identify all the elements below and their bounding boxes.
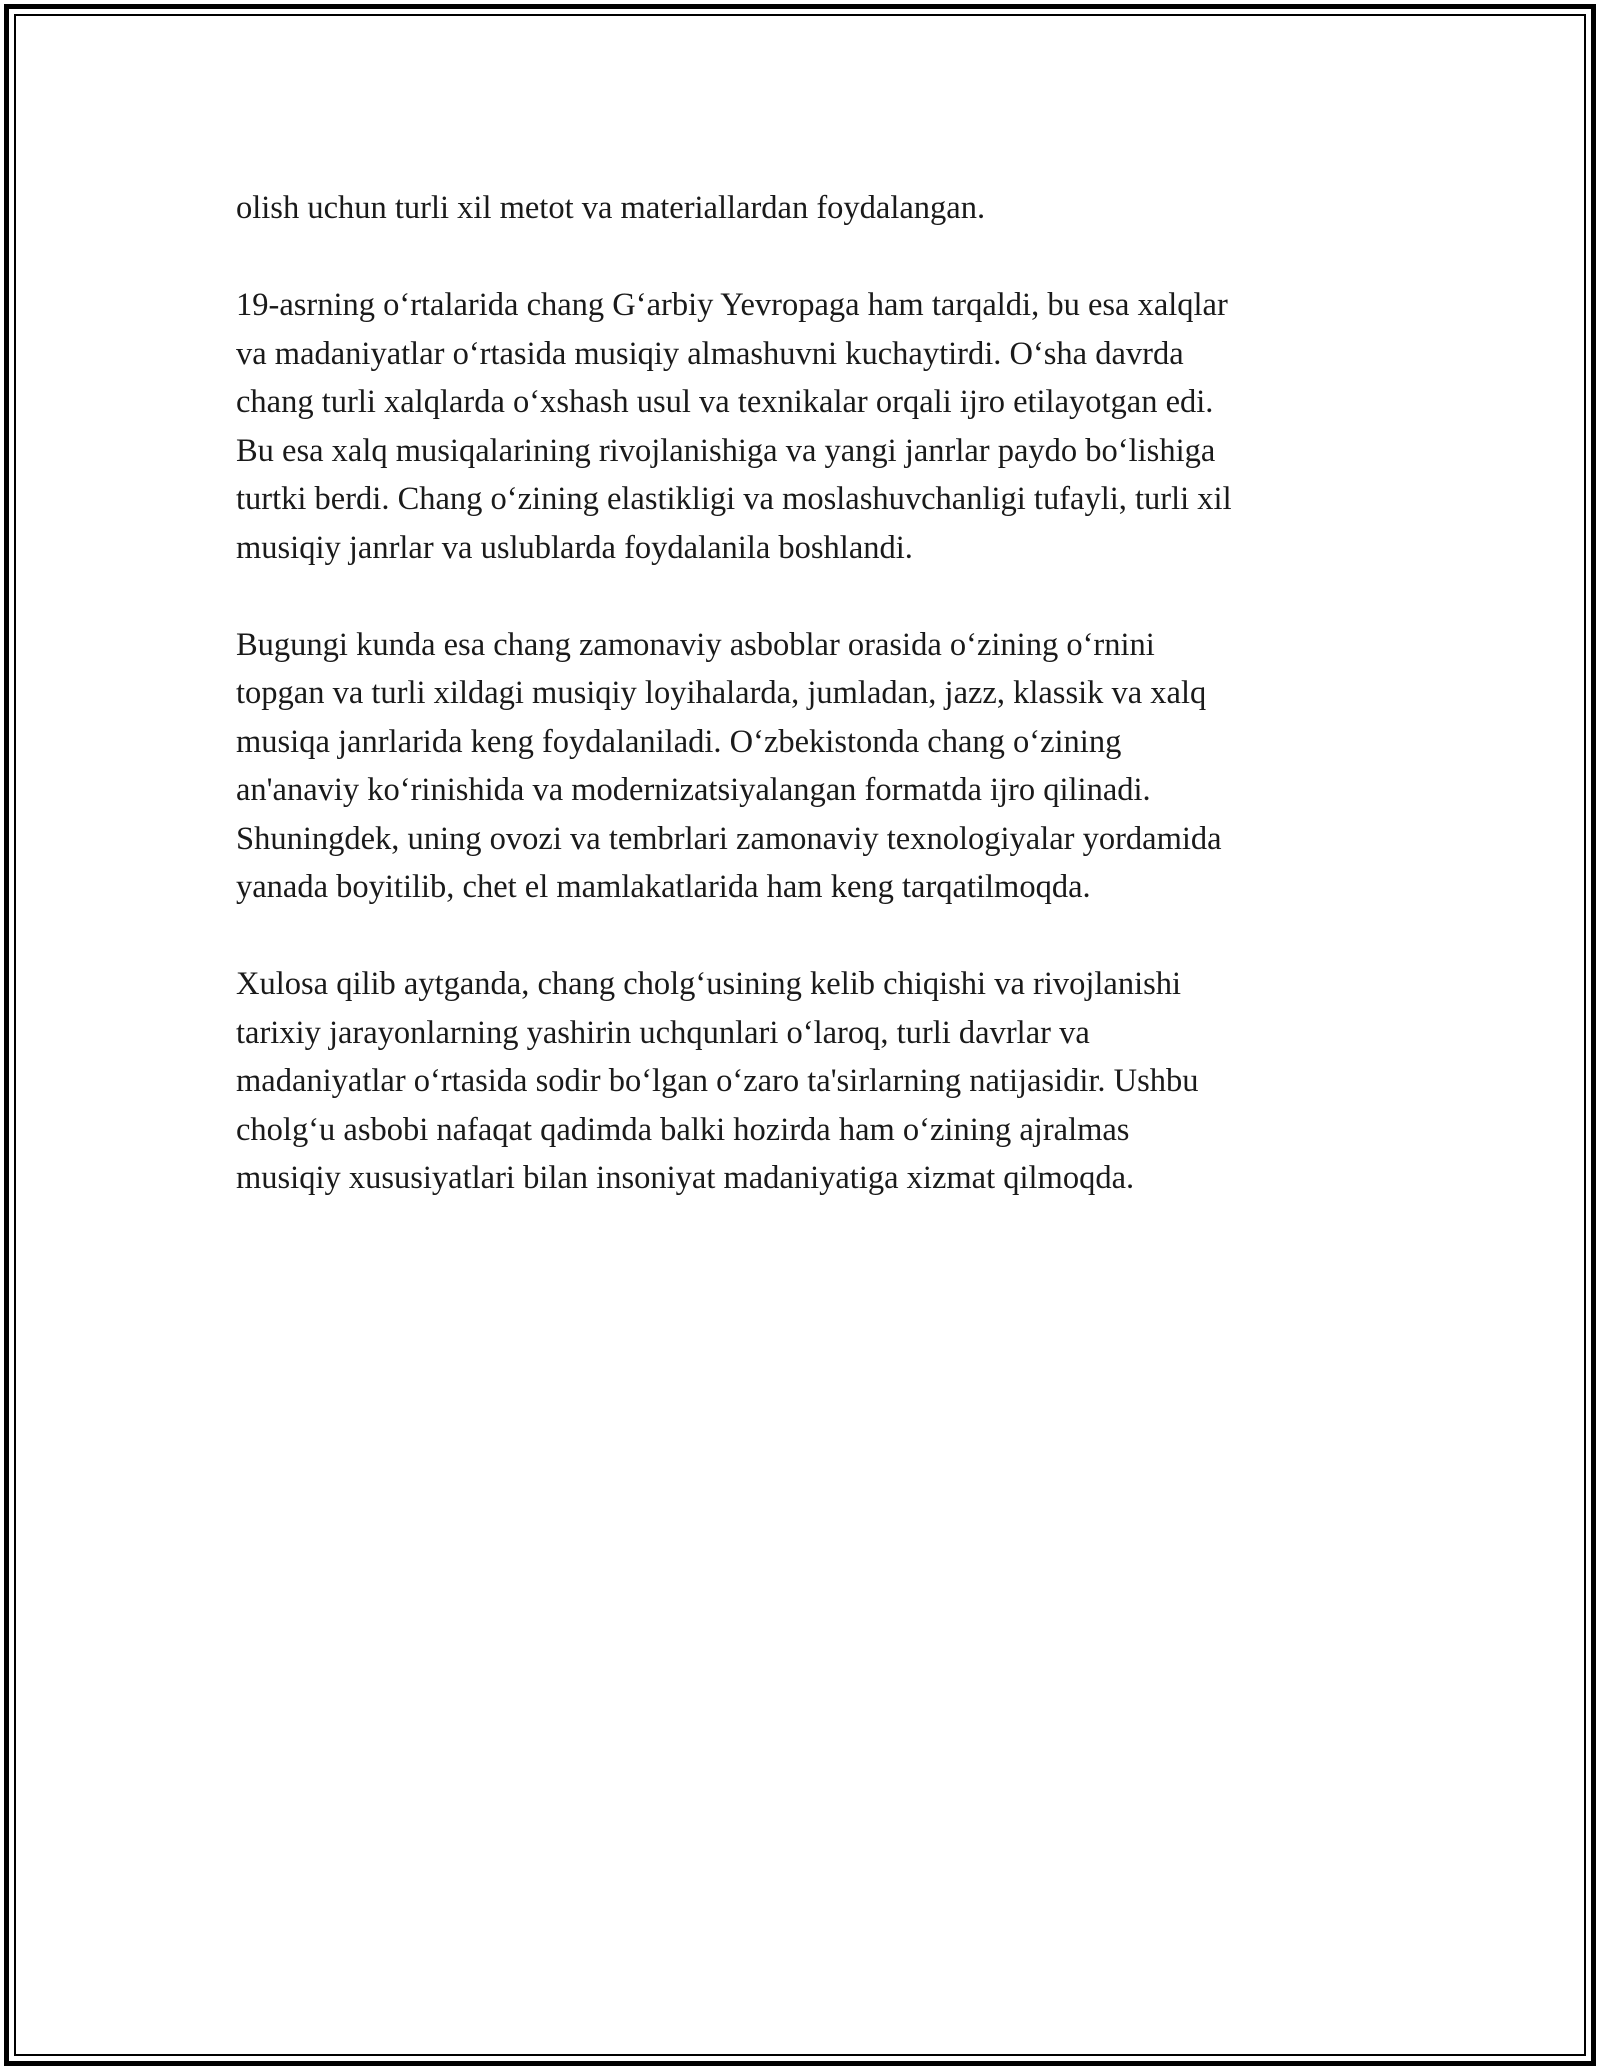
text-line: 19-asrning o‘rtalarida chang G‘arbiy Yevropaga ham tarqaldi, bu esa xalqlar xyxy=(236,287,1228,323)
text-line: chang turli xalqlarda o‘xshash usul va texnikalar orqali ijro etilayotgan edi. xyxy=(236,384,1214,420)
text-line: topgan va turli xildagi musiqiy loyihalarda, jumladan, jazz, klassik va xalq xyxy=(236,675,1207,711)
paragraph-1 xyxy=(236,184,1366,233)
text-line: musiqiy xususiyatlari bilan insoniyat madaniyatiga xizmat qilmoqda. xyxy=(236,1160,1135,1196)
text-line: turtki berdi. Chang o‘zining elastikligi va moslashuvchanligi tufayli, turli xil xyxy=(236,481,1232,517)
text-line: Bu esa xalq musiqalarining rivojlanishiga va yangi janrlar paydo bo‘lishiga xyxy=(236,432,1216,469)
paragraph-3 xyxy=(236,621,1366,912)
text-line: tarixiy jarayonlarning yashirin uchqunlari o‘laroq, turli davrlar va xyxy=(236,1014,1090,1051)
document-body xyxy=(236,184,1366,1251)
text-line: cholg‘u asbobi nafaqat qadimda balki hozirda ham o‘zining ajralmas xyxy=(236,1111,1130,1148)
text-line: yanada boyitilib, chet el mamlakatlarida ham keng tarqatilmoqda. xyxy=(236,869,1091,905)
paragraph-4 xyxy=(236,960,1366,1203)
text-line: Shuningdek, uning ovozi va tembrlari zamonaviy texnologiyalar yordamida xyxy=(236,820,1222,857)
text-line: va madaniyatlar o‘rtasida musiqiy almashuvni kuchaytirdi. O‘sha davrda xyxy=(236,335,1184,372)
text-line: an'anaviy ko‘rinishida va modernizatsiyalangan formatda ijro qilinadi. xyxy=(236,772,1151,808)
text-line: musiqa janrlarida keng foydalaniladi. O‘zbekistonda chang o‘zining xyxy=(236,723,1122,760)
text-line: musiqiy janrlar va uslublarda foydalanila boshlandi. xyxy=(236,529,913,566)
paragraph-2 xyxy=(236,281,1366,572)
text-line: Bugungi kunda esa chang zamonaviy asboblar orasida o‘zining o‘rnini xyxy=(236,626,1155,663)
text-line: madaniyatlar o‘rtasida sodir bo‘lgan o‘zaro ta'sirlarning natijasidir. Ushbu xyxy=(236,1063,1199,1099)
text-line: olish uchun turli xil metot va materiallardan foydalangan. xyxy=(236,190,986,226)
text-line: Xulosa qilib aytganda, chang cholg‘usining kelib chiqishi va rivojlanishi xyxy=(236,966,1182,1002)
